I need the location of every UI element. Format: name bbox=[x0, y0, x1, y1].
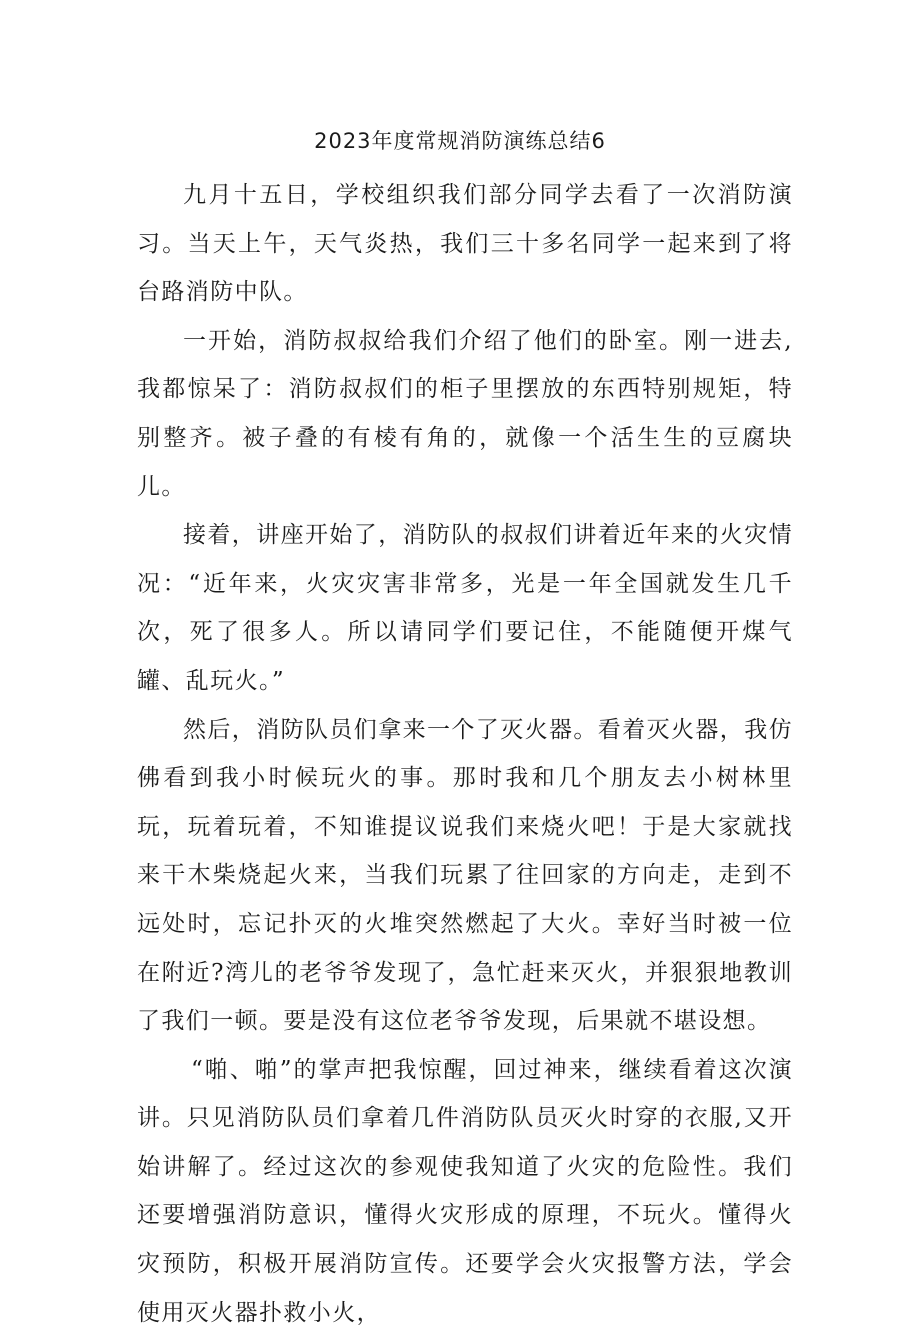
paragraph: 然后，消防队员们拿来一个了灭火器。看着灭火器，我仿佛看到我小时候玩火的事。那时我和几个朋友去小树林里玩，玩着玩着，不知谁提议说我们来烧火吧！于是大家就找来干木柴烧起火来，当我们玩累了往回家的方向走，走到不远处时，忘记扑灭的火堆突然燃起了大火。幸好当时被一位在附近?湾儿的老爷爷发现了，急忙赶来灭火，并狠狠地教训了我们一顿。要是没有这位老爷爷发现，后果就不堪设想。 bbox=[137, 716, 793, 1035]
document-body bbox=[137, 171, 793, 1337]
paragraph: 接着，讲座开始了，消防队的叔叔们讲着近年来的火灾情况：“近年来，火灾灾害非常多，光是一年全国就发生几千次，死了很多人。所以请同学们要记住，不能随便开煤气罐、乱玩火。” bbox=[137, 522, 793, 694]
paragraph: “啪、啪”的掌声把我惊醒，回过神来，继续看着这次演讲。只见消防队员们拿着几件消防队员灭火时穿的衣服,又开始讲解了。经过这次的参观使我知道了火灾的危险性。我们还要增强消防意识，懂得火灾形成的原理，不玩火。懂得火灾预防，积极开展消防宣传。还要学会火灾报警方法，学会使用灭火器扑救小火， bbox=[137, 1056, 793, 1326]
paragraph: 九月十五日，学校组织我们部分同学去看了一次消防演习。当天上午，天气炎热，我们三十多名同学一起来到了将台路消防中队。 bbox=[137, 182, 793, 306]
paragraph: 一开始，消防叔叔给我们介绍了他们的卧室。刚一进去,我都惊呆了：消防叔叔们的柜子里摆放的东西特别规矩，特别整齐。被子叠的有棱有角的，就像一个活生生的豆腐块儿。 bbox=[137, 327, 793, 500]
document-title: 2023年度常规消防演练总结6 bbox=[314, 129, 606, 153]
